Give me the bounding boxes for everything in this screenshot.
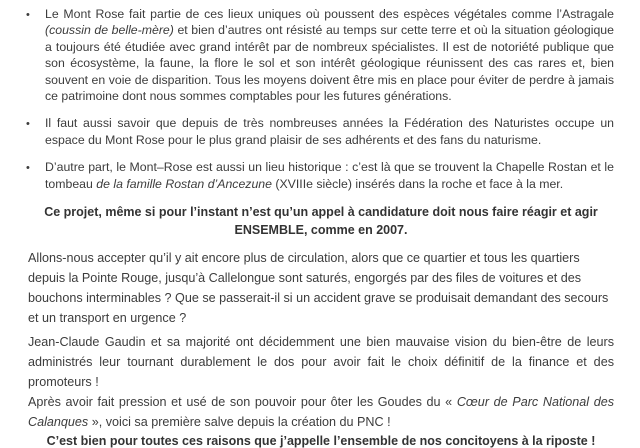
paragraph-circulation (28, 248, 614, 328)
text-segment-italic: (coussin de belle-mère) (45, 23, 174, 38)
callout-emphasis-top: Ce projet, même si pour l’instant n’est qu’un appel à candidature doit nous faire réagir et agir ENSEMBLE, comme en 2007. (44, 205, 598, 238)
bullet-list (28, 6, 614, 192)
bullet-text (45, 160, 614, 190)
text-segment-italic: de la famille Rostan d’Ancezune (96, 176, 272, 191)
text-segment: Après avoir fait pression et usé de son pouvoir pour ôter les Goudes du « (28, 395, 457, 410)
bullet-item-mont-rose-nature (28, 6, 614, 104)
paragraph-goudes (28, 392, 614, 432)
text-segment: D’autre part, le Mont–Rose est aussi un lieu historique : c’est là que se trouvent la Chapelle Rostan et le tombeau (45, 160, 614, 191)
text-segment: Allons-nous accepter qu’il y ait encore plus de circulation, alors que ce quartier et tous les quartiers depuis la Pointe Rouge, jusqu’à Callelongue sont saturés, engorgés par des files de voitures et des bouchons interminables ? Que se passerait-il si un accident grave se produisait demandant des secours et un transport en urgence ? (28, 251, 609, 326)
bullet-dot-icon: • (26, 161, 30, 174)
text-segment-italic: Cœur de Parc National des Calanques (28, 395, 614, 430)
text-segment: Le Mont Rose fait partie de ces lieux uniques où poussent des espèces végétales comme l’Astragale (45, 7, 614, 21)
bullet-item-lieu-historique (28, 159, 614, 192)
text-segment: (XVIIIe siècle) insérés dans la roche et face à la mer. (271, 176, 564, 191)
text-segment: Il faut aussi savoir que depuis de très nombreuses années la Fédération des Naturistes occupe un espace du Mont Rose pour le plus grand plaisir de ses adhérents et des fans du naturisme. (45, 116, 614, 147)
text-segment: et bien d’autres ont résisté au temps sur cette terre et où la situation géologique a toujours été étudiée avec grand intérêt par de nombreux spécialistes. Il est de notoriété publique que son écosystème, la faune, la flore le sol et son intérêt géologique réunissent des cas rares et, bien souvent en voie de disparition. Tous les moyens doivent être mis en place pour éviter de perdre à jamais ce patrimoine dont nous sommes comptables pour les futures générations. (45, 23, 614, 104)
bullet-text (45, 116, 614, 146)
bullet-item-naturistes (28, 115, 614, 148)
text-segment: Jean-Claude Gaudin et sa majorité ont décidemment une bien mauvaise vision du bien-être de leurs administrés leur tournant durablement le dos pour avoir fait le choix définitif de la finance et des promoteurs ! (28, 335, 614, 390)
bullet-text (45, 7, 614, 103)
bullet-dot-icon: • (26, 117, 30, 130)
callout-emphasis-bottom: C’est bien pour toutes ces raisons que j’appelle l’ensemble de nos concitoyens à la riposte ! (46, 434, 596, 448)
text-segment: », voici sa première salve depuis la création du PNC ! (88, 415, 391, 430)
paragraph-gaudin (28, 332, 614, 392)
bullet-dot-icon: • (26, 8, 30, 21)
